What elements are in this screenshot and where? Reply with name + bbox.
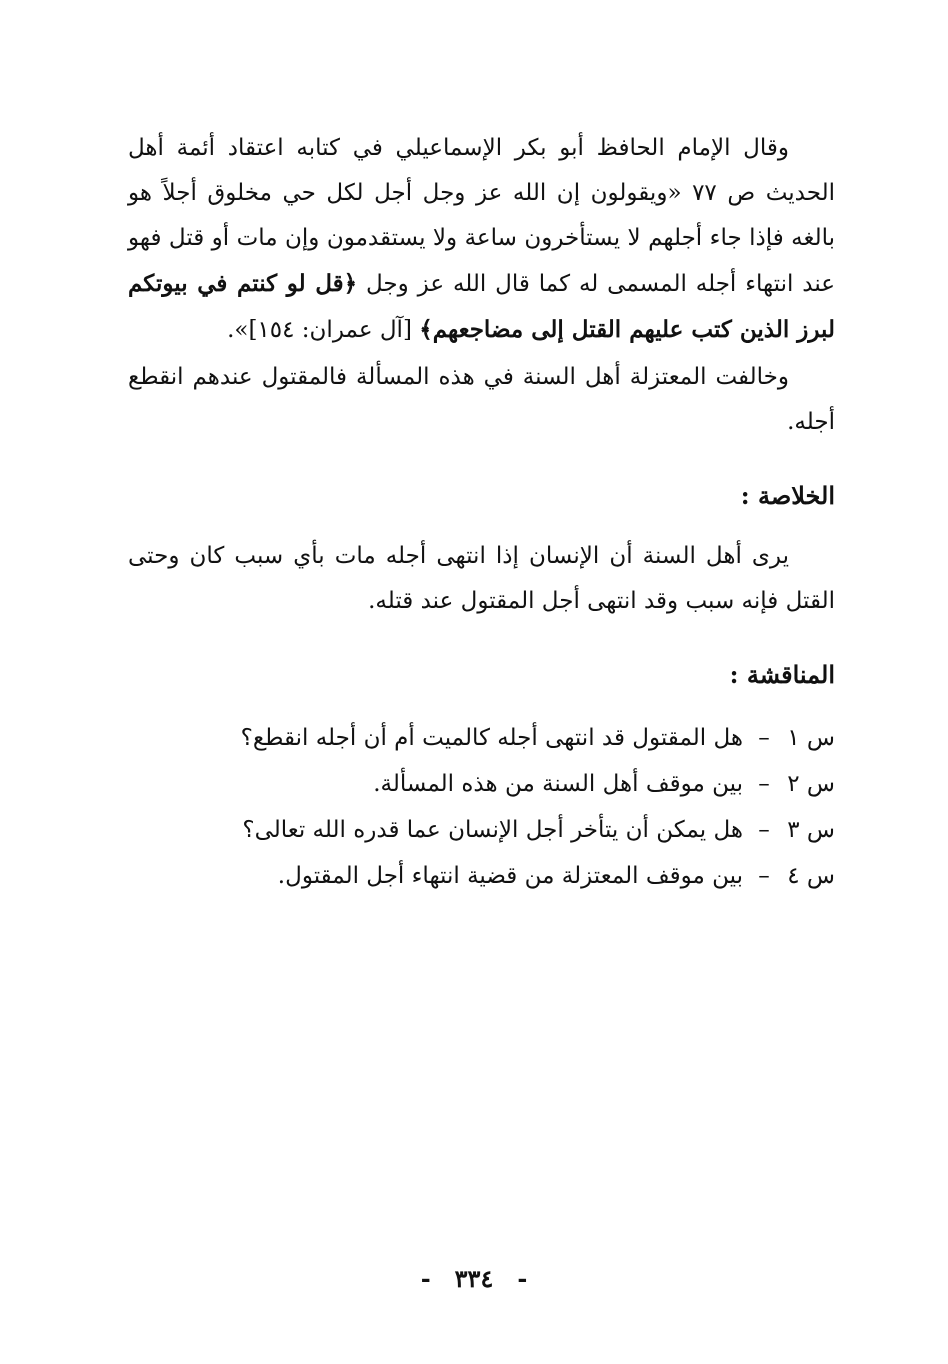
page-number-value: ٣٣٤: [454, 1264, 494, 1293]
question-text: هل المقتول قد انتهى أجله كالميت أم أن أجله انقطع؟: [240, 725, 743, 751]
discussion-heading: المناقشة :: [729, 660, 835, 689]
question-item: [128, 807, 835, 853]
page-number-dash: -: [517, 1264, 528, 1293]
paragraph-ismaili-quote: [128, 126, 835, 353]
question-number: س ٤: [787, 863, 835, 889]
question-number: س ٢: [787, 771, 835, 797]
paragraph-text: وقال الإمام الحافظ أبو بكر الإسماعيلي في كتابه اعتقاد أئمة أهل الحديث ص ٧٧ «ويقولون إن الله عز وجل أجل لكل حي مخلوق أجلاً هو بالغه فإذا جاء أجلهم لا يستأخرون ساعة ولا يستقدمون وإن مات أو قتل فهو عند انتهاء أجله المسمى له كما قال الله عز وجل: [128, 135, 835, 297]
question-list: [128, 715, 835, 899]
question-number: س ١: [787, 725, 835, 751]
question-dash: –: [758, 725, 770, 751]
paragraph-mutazila: وخالفت المعتزلة أهل السنة في هذه المسألة فالمقتول عندهم انقطع أجله.: [128, 364, 835, 435]
question-item: [128, 853, 835, 899]
question-dash: –: [758, 771, 770, 797]
question-dash: –: [758, 817, 770, 843]
summary-text: يرى أهل السنة أن الإنسان إذا انتهى أجله مات بأي سبب كان وحتى القتل فإنه سبب وقد انتهى أجل المقتول عند قتله.: [128, 543, 835, 614]
question-number: س ٣: [787, 817, 835, 843]
verse-reference: [آل عمران: ١٥٤]».: [227, 317, 420, 343]
question-item: [128, 715, 835, 761]
question-dash: –: [758, 863, 770, 889]
question-item: [128, 761, 835, 807]
question-text: هل يمكن أن يتأخر أجل الإنسان عما قدره الله تعالى؟: [242, 817, 743, 843]
page-body: [128, 126, 835, 899]
quran-verse: ﴿قل لو كنتم في بيوتكم لبرز الذين كتب عليهم القتل إلى مضاجعهم﴾: [128, 270, 835, 343]
page-number-dash: -: [420, 1264, 431, 1293]
question-text: بين موقف أهل السنة من هذه المسألة.: [373, 771, 743, 797]
page-number: [0, 1264, 948, 1293]
summary-heading: الخلاصة :: [740, 481, 835, 510]
question-text: بين موقف المعتزلة من قضية انتهاء أجل المقتول.: [277, 863, 743, 889]
